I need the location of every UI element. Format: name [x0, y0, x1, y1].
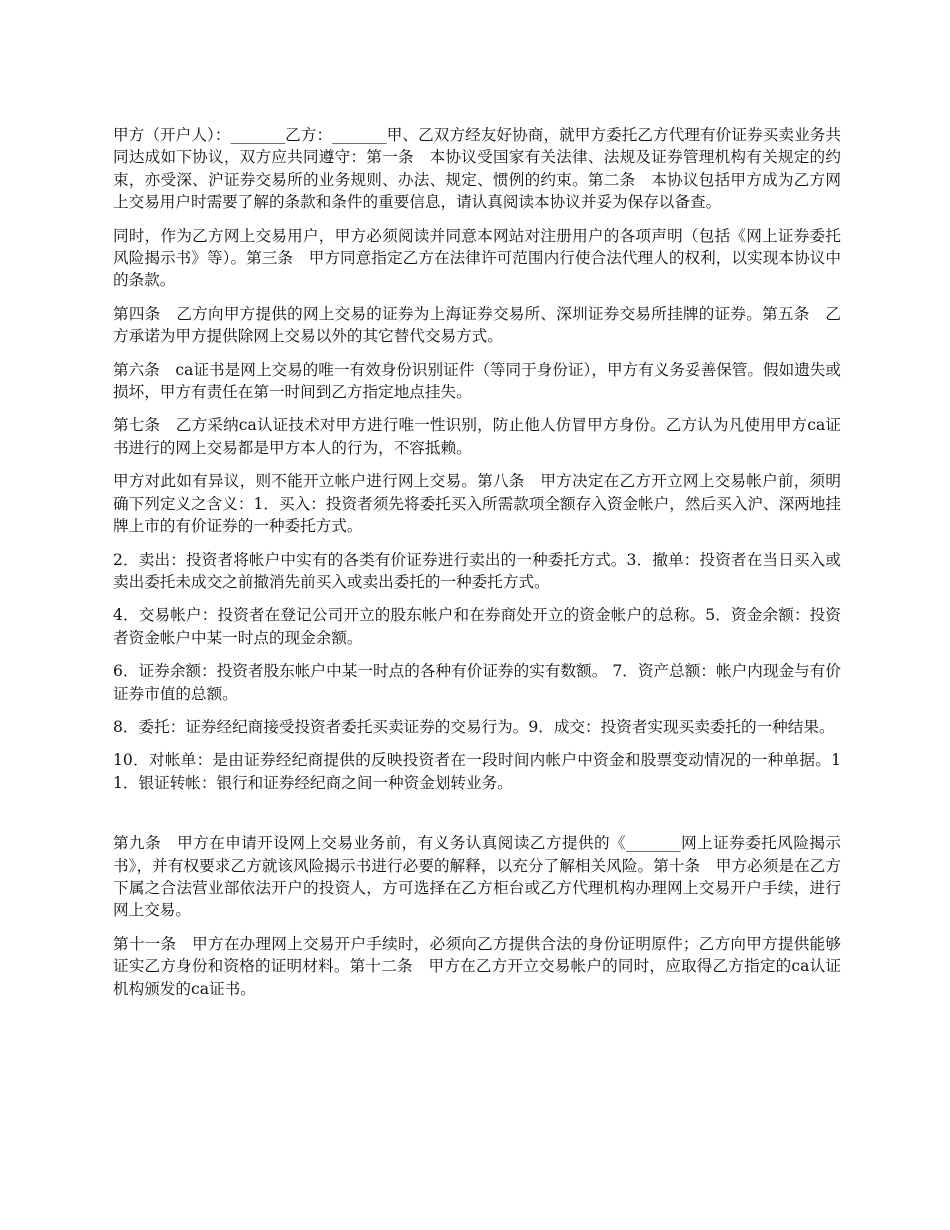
paragraph-12: 第九条 甲方在申请开设网上交易业务前，有义务认真阅读乙方提供的《_______网上证券委托风险揭示书》，并有权要求乙方就该风险揭示书进行必要的解释，以充分了解相关风险。第十条 甲方必须是在乙方下属之合法营业部依法开户的投资人，方可选择在乙方柜台或乙方代理机构办理网上交易开户手续，进行网上交易。: [113, 834, 841, 920]
paragraph-7: 2．卖出：投资者将帐户中实有的各类有价证券进行卖出的一种委托方式。3．撤单：投资者在当日买入或卖出委托未成交之前撤消先前买入或卖出委托的一种委托方式。: [113, 550, 841, 591]
paragraph-9: 6．证券余额：投资者股东帐户中某一时点的各种有价证券的实有数额。 7．资产总额：帐户内现金与有价证券市值的总额。: [113, 662, 841, 703]
paragraph-8: 4．交易帐户：投资者在登记公司开立的股东帐户和在券商处开立的资金帐户的总称。5．资金余额：投资者资金帐户中某一时点的现金余额。: [113, 606, 841, 647]
paragraph-2: 同时，作为乙方网上交易用户，甲方必须阅读并同意本网站对注册用户的各项声明（包括《网上证券委托风险揭示书》等）。第三条 甲方同意指定乙方在法律许可范围内行使合法代理人的权利，以实现本协议中的条款。: [113, 226, 841, 290]
paragraph-4: 第六条 ca证书是网上交易的唯一有效身份识别证件（等同于身份证），甲方有义务妥善保管。假如遗失或损坏，甲方有责任在第一时间到乙方指定地点挂失。: [113, 360, 841, 402]
paragraph-10: 8．委托：证券经纪商接受投资者委托买卖证券的交易行为。9．成交：投资者实现买卖委托的一种结果。: [113, 717, 835, 736]
paragraph-5: 第七条 乙方采纳ca认证技术对甲方进行唯一性识别，防止他人仿冒甲方身份。乙方认为凡使用甲方ca证书进行的网上交易都是甲方本人的行为，不容抵赖。: [113, 416, 841, 457]
paragraph-11: 10．对帐单：是由证券经纪商提供的反映投资者在一段时间内帐户中资金和股票变动情况的一种单据。11．银证转帐：银行和证券经纪商之间一种资金划转业务。: [113, 751, 841, 792]
document-body: [113, 124, 841, 1011]
paragraph-13: 第十一条 甲方在办理网上交易开户手续时，必须向乙方提供合法的身份证明原件；乙方向甲方提供能够证实乙方身份和资格的证明材料。第十二条 甲方在乙方开立交易帐户的同时，应取得乙方指定的ca认证机构颁发的ca证书。: [113, 934, 841, 998]
paragraph-1: 甲方（开户人）：_______乙方：_______甲、乙双方经友好协商，就甲方委托乙方代理有价证券买卖业务共同达成如下协议，双方应共同遵守：第一条 本协议受国家有关法律、法规及证券管理机构有关规定的约束，亦受深、沪证券交易所的业务规则、办法、规定、惯例的约束。第二条 本协议包括甲方成为乙方网上交易用户时需要了解的条款和条件的重要信息，请认真阅读本协议并妥为保存以备查。: [113, 126, 841, 212]
paragraph-6: 甲方对此如有异议，则不能开立帐户进行网上交易。第八条 甲方决定在乙方开立网上交易帐户前，须明确下列定义之含义：1．买入：投资者须先将委托买入所需款项全额存入资金帐户，然后买入沪、深两地挂牌上市的有价证券的一种委托方式。: [113, 472, 842, 536]
paragraph-3: 第四条 乙方向甲方提供的网上交易的证券为上海证券交易所、深圳证券交易所挂牌的证券。第五条 乙方承诺为甲方提供除网上交易以外的其它替代交易方式。: [113, 304, 841, 346]
